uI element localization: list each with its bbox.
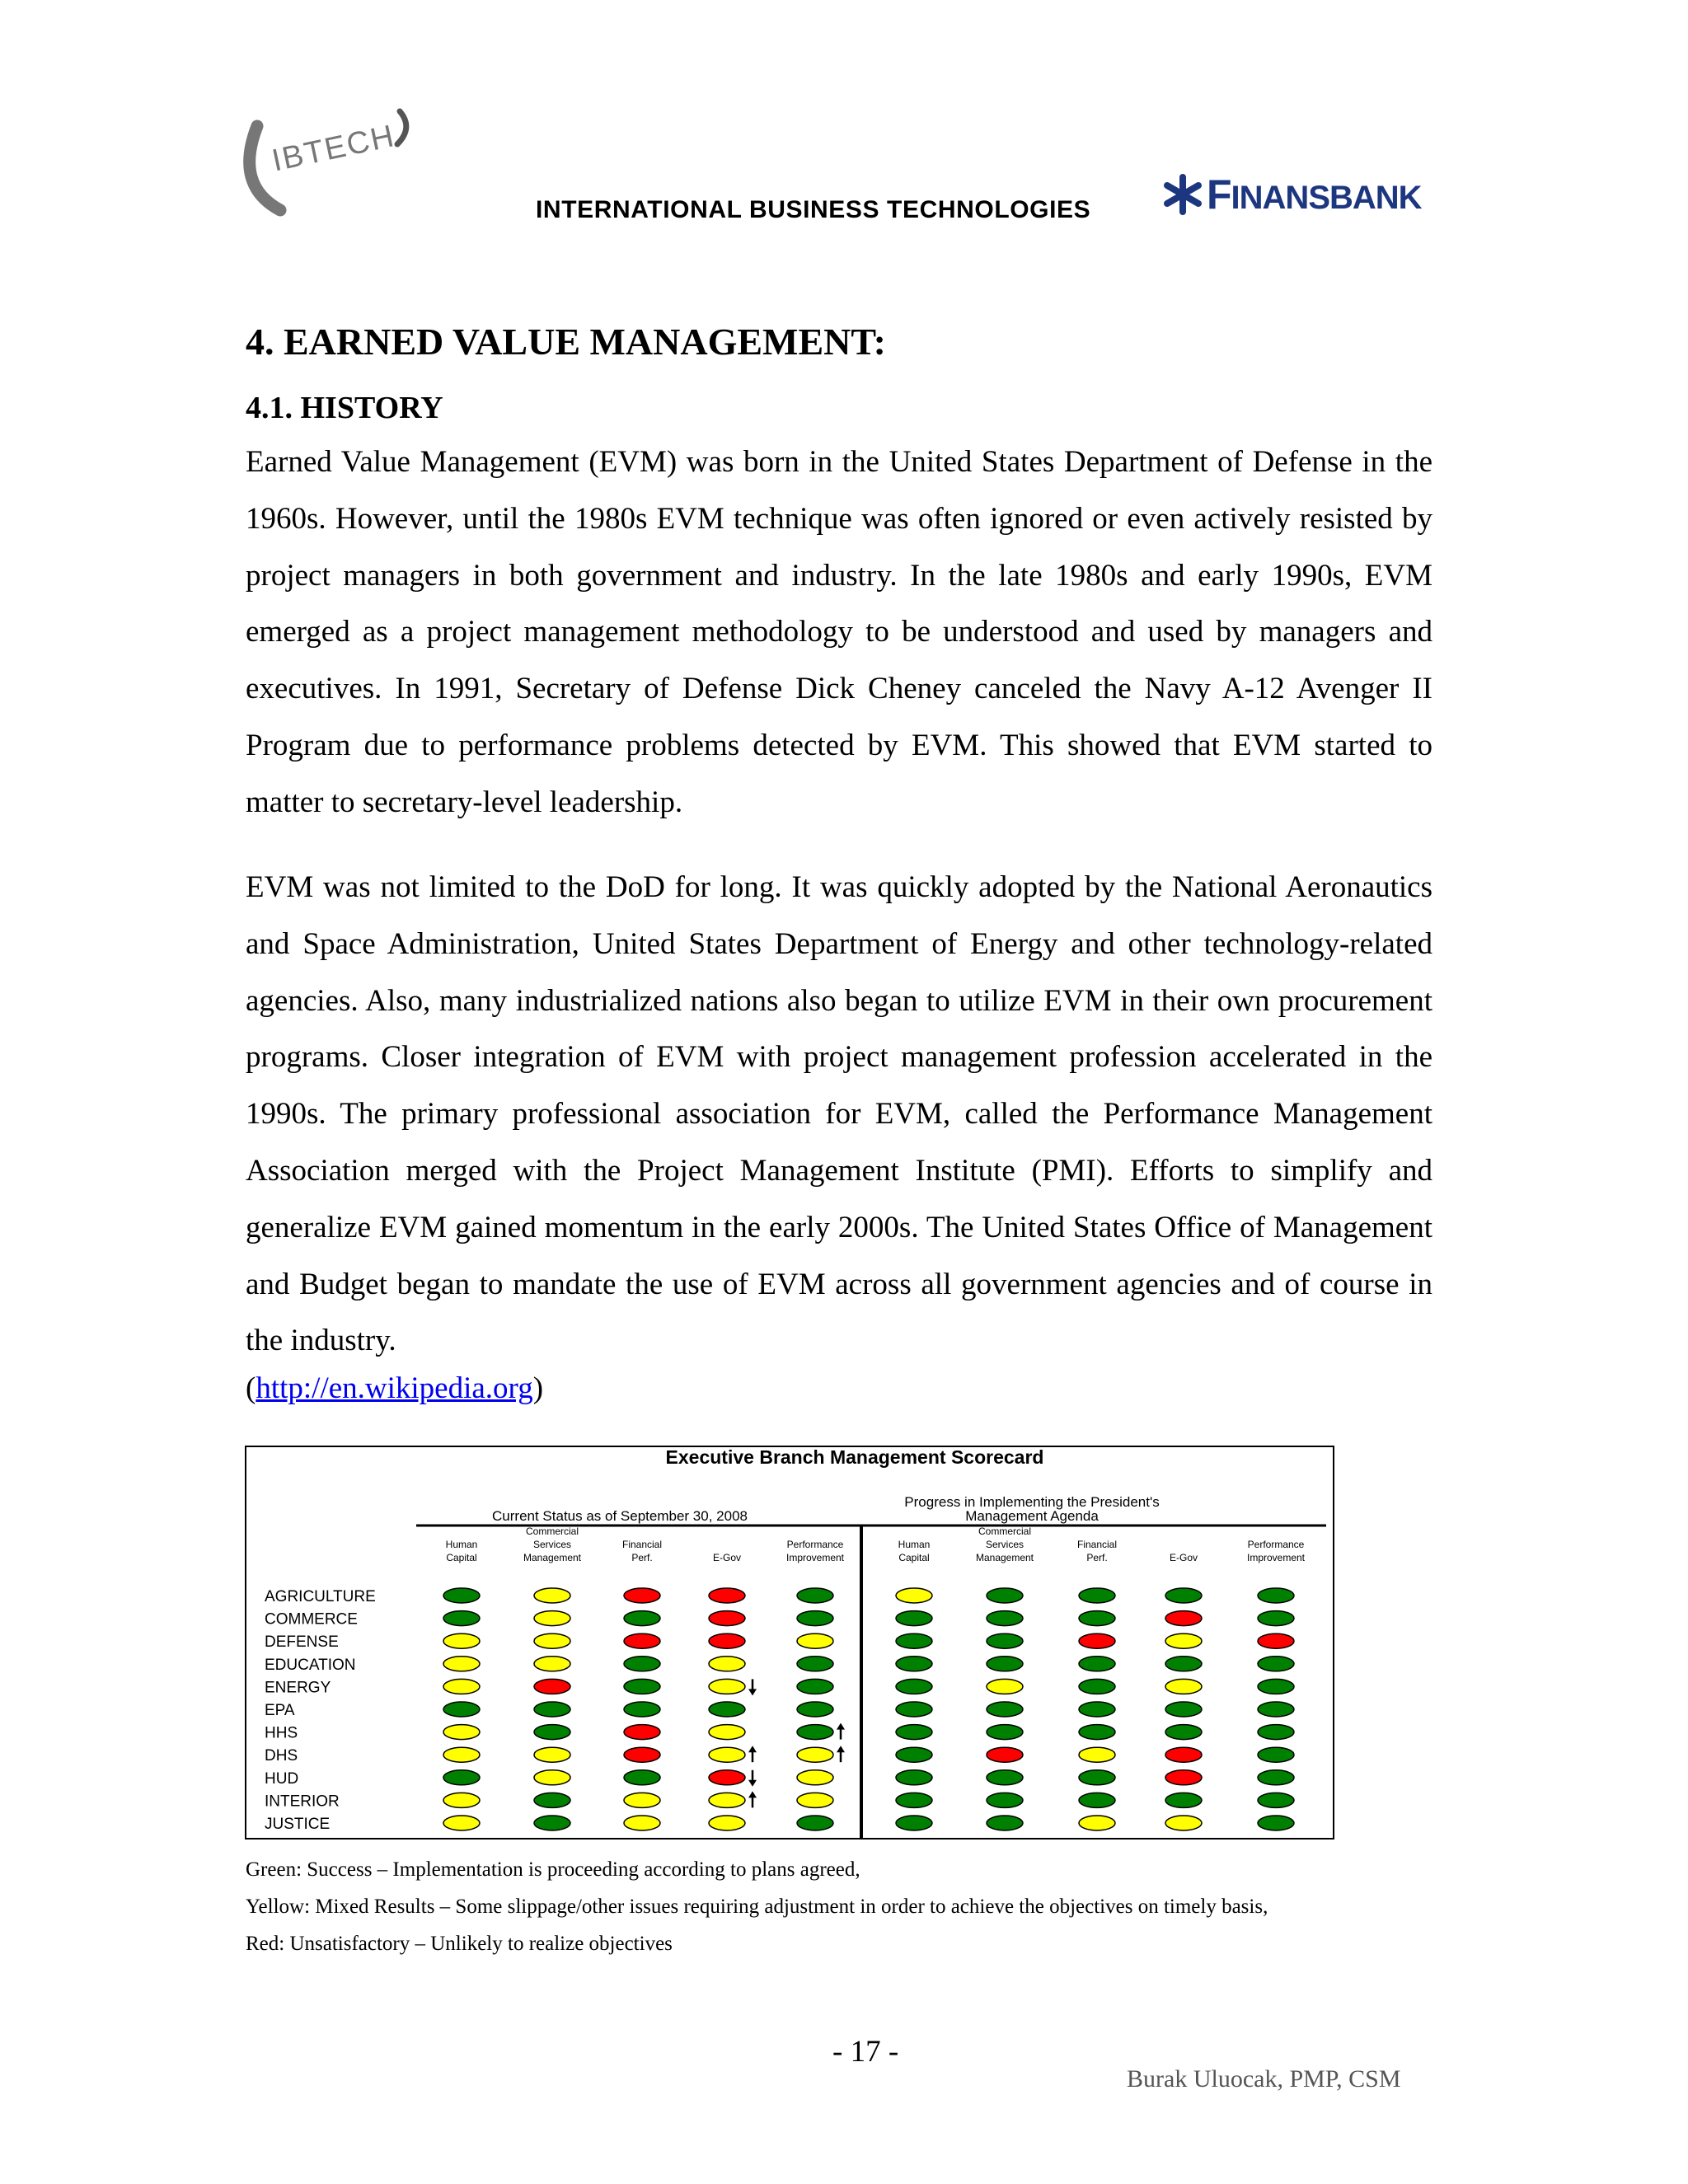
status-rating-light [797,1588,833,1603]
ibtech-logo [241,95,430,227]
status-rating-light [534,1588,570,1603]
agency-label: ENERGY [265,1679,331,1697]
progress-rating-light [1079,1770,1115,1785]
progress-rating-light [1165,1793,1202,1807]
paragraph-history-1: Earned Value Management (EVM) was born in the United States Department of Defense in the 1960s. However, until the 1980s EVM technique was often ignored or even actively resisted by project managers in both government and industry. In the late 1980s and early 1990s, EVM emerged as a project management methodology to be understood and used by managers and executives. In 1991, Secretary of Defense Dick Cheney canceled the Navy A-12 Avenger II Program due to performance problems detected by EVM. This showed that EVM started to matter to secretary-level leadership. [246,445,1432,819]
agency-label: DEFENSE [265,1633,339,1652]
progress-rating-light [1079,1816,1115,1830]
status-group-title: Current Status as of September 30, 2008 [492,1508,748,1524]
status-rating-light [534,1770,570,1785]
progress-rating-light [1079,1725,1115,1740]
agency-label: AGRICULTURE [265,1588,376,1605]
status-rating-light [443,1702,480,1717]
status-rating-light [624,1611,660,1626]
progress-column-header: E-Gov [1169,1552,1198,1563]
status-rating-light [709,1770,745,1785]
progress-rating-light [987,1725,1023,1740]
status-rating-light [709,1657,745,1671]
status-rating-light [443,1657,480,1671]
progress-rating-light [1079,1702,1115,1717]
progress-rating-light [1165,1588,1202,1603]
status-rating-light [443,1633,480,1648]
agency-label: EPA [265,1702,295,1719]
progress-rating-light [1258,1588,1294,1603]
progress-rating-light [987,1633,1023,1648]
status-rating-light [443,1588,480,1603]
agency-label: JUSTICE [265,1816,331,1833]
progress-column-header: Perf. [1086,1552,1108,1563]
status-rating-light [709,1725,745,1740]
progress-rating-light [1258,1816,1294,1830]
agency-label: HHS [265,1724,298,1742]
status-column-header: Commercial [525,1526,579,1537]
progress-rating-light [1165,1725,1202,1740]
progress-rating-light [987,1793,1023,1807]
status-rating-light [797,1816,833,1830]
status-rating-light [534,1611,570,1626]
status-rating-light [534,1702,570,1717]
finansbank-logo [1162,170,1422,219]
status-rating-light [624,1816,660,1830]
progress-rating-light [987,1588,1023,1603]
agency-label: DHS [265,1747,298,1765]
status-rating-light [534,1679,570,1694]
status-rating-light [443,1816,480,1830]
progress-rating-light [896,1725,932,1740]
status-rating-light [797,1793,833,1807]
progress-column-header: Management [975,1552,1034,1563]
progress-rating-light [896,1816,932,1830]
source-link[interactable]: http://en.wikipedia.org [256,1371,533,1405]
progress-rating-light [896,1657,932,1671]
status-column-header: E-Gov [712,1552,742,1563]
status-rating-light [797,1747,833,1762]
status-rating-light [443,1747,480,1762]
status-rating-light [443,1611,480,1626]
status-rating-light [534,1725,570,1740]
progress-rating-light [1079,1633,1115,1648]
status-rating-light [797,1633,833,1648]
progress-rating-light [1079,1611,1115,1626]
progress-rating-light [1165,1816,1202,1830]
footer-author: Burak Uluocak, PMP, CSM [1127,2065,1401,2093]
progress-rating-light [896,1633,932,1648]
status-rating-light [797,1770,833,1785]
status-column-header: Management [523,1552,582,1563]
status-rating-light [534,1816,570,1830]
status-column-header: Performance [786,1539,844,1550]
progress-rating-light [1165,1611,1202,1626]
status-rating-light [624,1770,660,1785]
progress-column-header: Commercial [978,1526,1032,1537]
progress-rating-light [1165,1702,1202,1717]
header-title: INTERNATIONAL BUSINESS TECHNOLOGIES [536,196,1091,223]
progress-column-header: Human [898,1539,931,1550]
status-column-header: Perf. [631,1552,653,1563]
status-rating-light [709,1679,745,1694]
status-rating-light [443,1793,480,1807]
progress-rating-light [987,1657,1023,1671]
progress-rating-light [1079,1679,1115,1694]
status-rating-light [797,1679,833,1694]
progress-rating-light [1165,1633,1202,1648]
status-column-header: Financial [621,1539,663,1550]
status-rating-light [624,1679,660,1694]
status-rating-light [624,1657,660,1671]
progress-rating-light [1258,1770,1294,1785]
status-rating-light [797,1725,833,1740]
status-rating-light [709,1588,745,1603]
status-rating-light [624,1633,660,1648]
status-rating-light [624,1702,660,1717]
progress-rating-light [1079,1793,1115,1807]
status-rating-light [797,1611,833,1626]
progress-rating-light [987,1702,1023,1717]
status-column-header: Services [532,1539,572,1550]
progress-rating-light [987,1816,1023,1830]
progress-rating-light [896,1793,932,1807]
page-number: - 17 - [832,2035,899,2069]
finansbank-wordmark: FINANSBANK [1207,171,1422,218]
svg-text:IBTECH: IBTECH [269,119,399,179]
status-rating-light [443,1725,480,1740]
progress-rating-light [1258,1657,1294,1671]
progress-rating-light [987,1679,1023,1694]
progress-rating-light [1165,1747,1202,1762]
legend-red: Red: Unsatisfactory – Unlikely to realize objectives [246,1933,673,1955]
legend-green: Green: Success – Implementation is proceeding according to plans agreed, [246,1858,860,1881]
star-icon [1162,174,1203,215]
status-rating-light [709,1633,745,1648]
status-column-header: Capital [446,1552,477,1563]
progress-rating-light [896,1770,932,1785]
status-rating-light [534,1747,570,1762]
progress-rating-light [896,1747,932,1762]
status-rating-light [797,1657,833,1671]
progress-rating-light [1258,1793,1294,1807]
status-rating-light [443,1679,480,1694]
status-rating-light [797,1702,833,1717]
agency-label: EDUCATION [265,1656,356,1674]
progress-rating-light [1079,1747,1115,1762]
progress-column-header: Performance [1247,1539,1305,1550]
progress-rating-light [896,1679,932,1694]
progress-rating-light [1165,1770,1202,1785]
progress-rating-light [896,1702,932,1717]
status-rating-light [709,1816,745,1830]
status-rating-light [709,1747,745,1762]
source-citation: (http://en.wikipedia.org) [246,1371,544,1405]
subsection-heading: 4.1. HISTORY [246,391,443,425]
progress-column-header: Financial [1076,1539,1118,1550]
paragraph-history-2: EVM was not limited to the DoD for long. It was quickly adopted by the National Aeronautics and Space Administration, United States Department of Energy and other technology-related agencies. Also, many industrialized nations also began to utilize EVM in their own procurement programs. Closer integration of EVM with project management profession accelerated in the 1990s. The primary professional association for EVM, called the Performance Management Association merged with the Project Management Institute (PMI). Efforts to simplify and generalize EVM gained momentum in the early 2000s. The United States Office of Management and Budget began to mandate the use of EVM across all government agencies and of course in the industry. [246,870,1432,1358]
progress-rating-light [987,1770,1023,1785]
status-rating-light [624,1793,660,1807]
progress-column-header: Improvement [1246,1552,1306,1563]
progress-column-header: Services [985,1539,1025,1550]
progress-column-header: Capital [898,1552,930,1563]
status-rating-light [709,1793,745,1807]
progress-rating-light [1258,1633,1294,1648]
progress-rating-light [1258,1702,1294,1717]
status-column-header: Improvement [785,1552,845,1563]
progress-rating-light [1258,1747,1294,1762]
legend-yellow: Yellow: Mixed Results – Some slippage/other issues requiring adjustment in order to achieve the objectives on timely basis, [246,1896,1268,1918]
status-rating-light [709,1611,745,1626]
agency-label: COMMERCE [265,1610,358,1629]
management-scorecard [245,1446,1334,1840]
progress-rating-light [1079,1588,1115,1603]
section-heading: 4. EARNED VALUE MANAGEMENT: [246,321,886,363]
progress-group-title-line1: Progress in Implementing the President's [904,1494,1160,1510]
progress-rating-light [987,1747,1023,1762]
progress-rating-light [1079,1657,1115,1671]
agency-label: HUD [265,1769,299,1788]
status-column-header: Human [445,1539,478,1550]
status-rating-light [443,1770,480,1785]
status-rating-light [534,1793,570,1807]
progress-rating-light [1165,1657,1202,1671]
status-rating-light [624,1725,660,1740]
agency-label: INTERIOR [265,1793,340,1811]
progress-group-title-line2: Management Agenda [965,1508,1099,1524]
progress-rating-light [1258,1611,1294,1626]
status-rating-light [709,1702,745,1717]
progress-rating-light [896,1611,932,1626]
progress-rating-light [896,1588,932,1603]
status-rating-light [624,1588,660,1603]
status-rating-light [534,1657,570,1671]
status-rating-light [534,1633,570,1648]
progress-rating-light [987,1611,1023,1626]
status-rating-light [624,1747,660,1762]
progress-rating-light [1165,1679,1202,1694]
progress-rating-light [1258,1725,1294,1740]
scorecard-title: Executive Branch Management Scorecard [665,1446,1044,1468]
progress-rating-light [1258,1679,1294,1694]
